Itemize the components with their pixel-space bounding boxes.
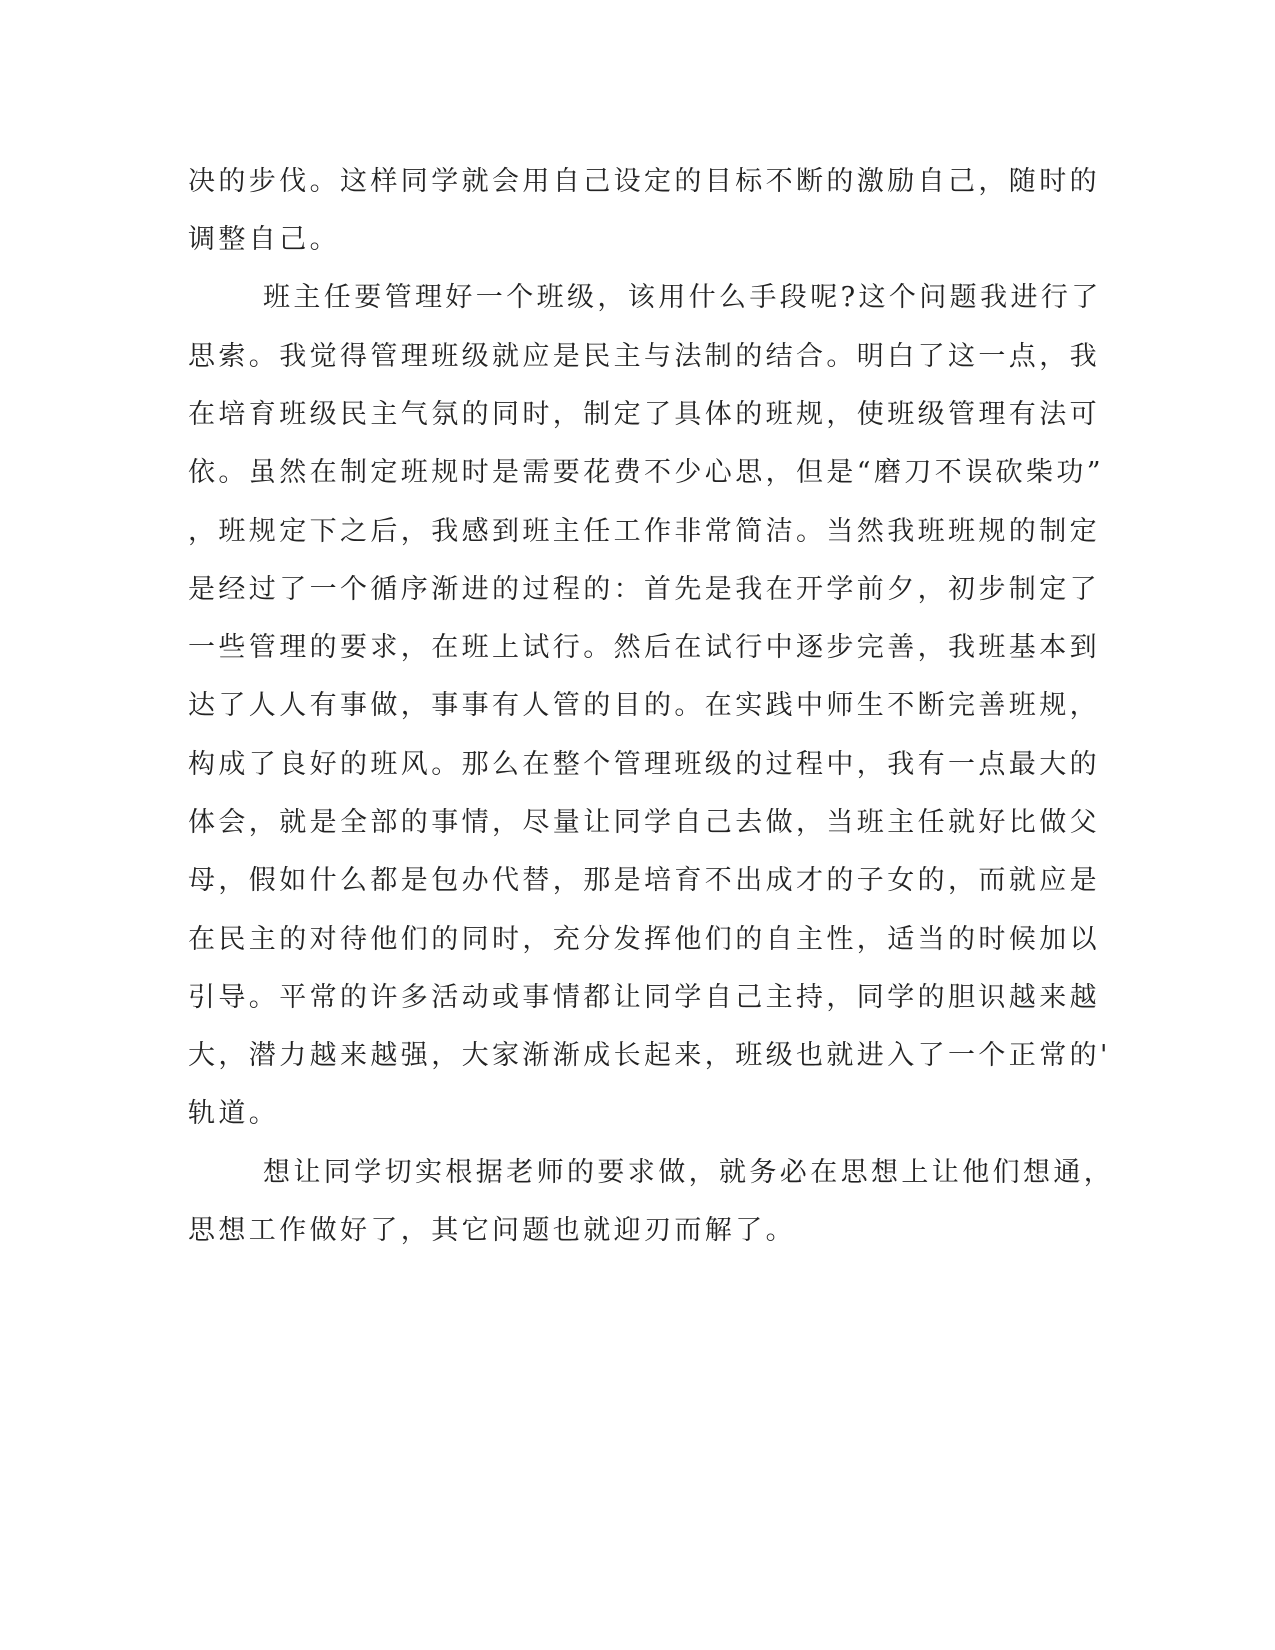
text-line: 达了人人有事做，事事有人管的目的。在实践中师生不断完善班规， xyxy=(188,690,1100,721)
text-line: 思想工作做好了，其它问题也就迎刃而解了。 xyxy=(188,1215,796,1246)
text-line: 是经过了一个循序渐进的过程的：首先是我在开学前夕，初步制定了 xyxy=(188,574,1100,605)
text-line: 轨道。 xyxy=(188,1098,280,1129)
text-line: 大，潜力越来越强，大家渐渐成长起来，班级也就进入了一个正常的' xyxy=(188,1040,1111,1071)
text-line: 在培育班级民主气氛的同时，制定了具体的班规，使班级管理有法可 xyxy=(188,399,1100,430)
text-line: 决的步伐。这样同学就会用自己设定的目标不断的激励自己，随时的 xyxy=(188,166,1100,197)
text-line: ，班规定下之后，我感到班主任工作非常简洁。当然我班班规的制定 xyxy=(188,516,1100,547)
text-line: 引导。平常的许多活动或事情都让同学自己主持，同学的胆识越来越 xyxy=(188,982,1100,1013)
text-line: 思索。我觉得管理班级就应是民主与法制的结合。明白了这一点，我 xyxy=(188,341,1100,372)
text-line: 母，假如什么都是包办代替，那是培育不出成才的子女的，而就应是 xyxy=(188,865,1100,896)
text-line: 一些管理的要求，在班上试行。然后在试行中逐步完善，我班基本到 xyxy=(188,632,1100,663)
paragraph-first-line: 想让同学切实根据老师的要求做，就务必在思想上让他们想通， xyxy=(263,1157,1115,1188)
text-line: 体会，就是全部的事情，尽量让同学自己去做，当班主任就好比做父 xyxy=(188,807,1100,838)
paragraph-first-line: 班主任要管理好一个班级，该用什么手段呢?这个问题我进行了 xyxy=(263,282,1102,313)
text-line: 调整自己。 xyxy=(188,224,340,255)
text-line: 构成了良好的班风。那么在整个管理班级的过程中，我有一点最大的 xyxy=(188,749,1100,780)
text-line: 依。虽然在制定班规时是需要花费不少心思，但是“磨刀不误砍柴功” xyxy=(188,457,1105,488)
text-line: 在民主的对待他们的同时，充分发挥他们的自主性，适当的时候加以 xyxy=(188,924,1100,955)
